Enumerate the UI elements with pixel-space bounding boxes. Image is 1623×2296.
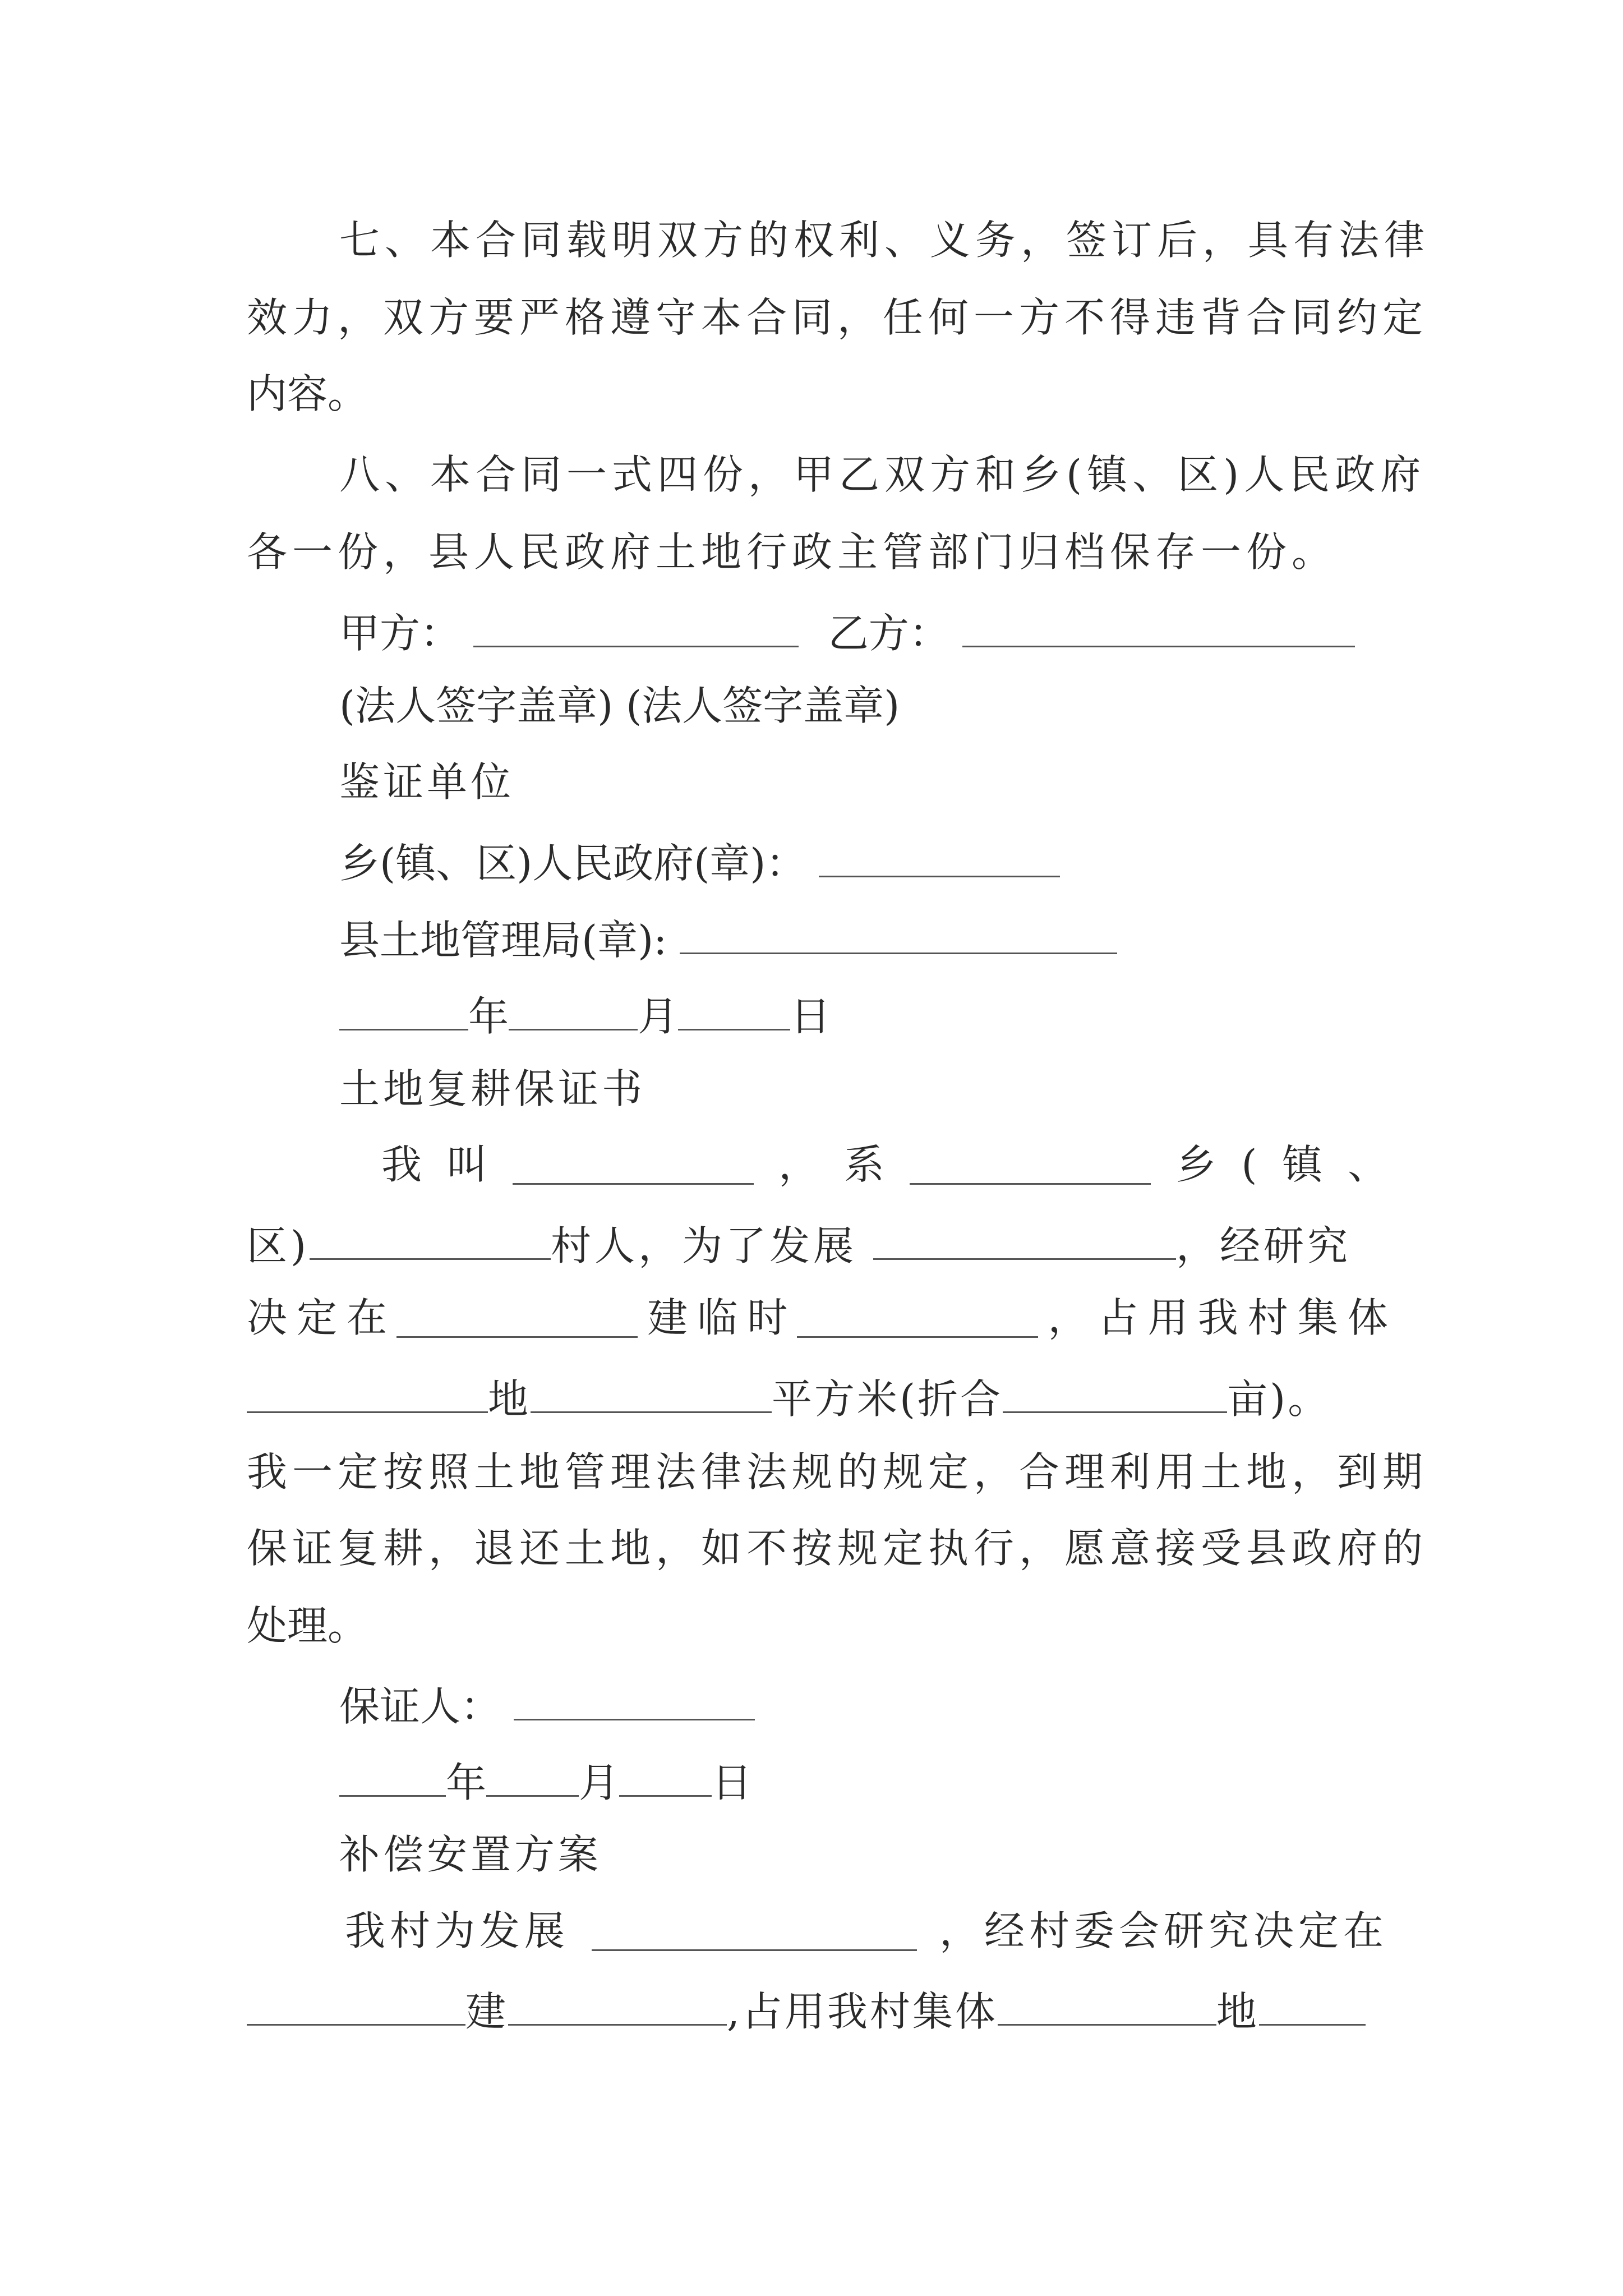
seal-note: (法人签字盖章) (法人签字盖章) [339,682,900,729]
compensation-line1 [345,1907,1388,1954]
guarantee-line2 [247,1221,1352,1269]
guarantee-text: 地 [488,1375,531,1423]
compensation-title: 补偿安置方案 [339,1831,602,1878]
guarantee-line3 [247,1294,1388,1341]
clause8-line1: 八、本合同一式四份，甲乙双方和乡(镇、区)人民政府 [339,451,1426,498]
month-blank [486,1758,579,1797]
project-blank [508,1987,727,2026]
guarantee-text: 平方米(折合 [772,1375,1003,1423]
clause7-line1: 七、本合同载明双方的权利、义务，签订后，具有法律 [339,217,1430,264]
site-blank [247,1987,465,2026]
guarantee-word: 在 [347,1294,388,1341]
month-blank [509,992,638,1030]
guarantor-label: 保证人： [339,1683,501,1730]
guarantee-word: 系 [844,1141,885,1188]
guarantee-date-row [339,1758,753,1806]
township-gov-label: 乡(镇、区)人民政府(章)： [339,840,806,887]
guarantee-line4 [247,1374,1331,1423]
area-blank [531,1374,772,1413]
guarantee-word: 建 [647,1294,688,1341]
guarantee-word: 我 [1197,1294,1238,1341]
guarantee-word: ， [778,1141,819,1188]
township-gov-blank [819,839,1060,877]
witness-title: 鉴证单位 [339,758,515,806]
guarantee-word: ， [1048,1294,1089,1341]
year-label: 年 [468,993,509,1040]
guarantor-row [339,1682,755,1730]
guarantee-text: ，经研究 [1176,1222,1352,1269]
purpose-blank [873,1221,1176,1260]
location-blank [396,1299,638,1338]
clause7-line2: 效力，双方要严格遵守本合同，任何一方不得违背合同约定 [247,294,1428,341]
guarantee-line1 [381,1141,1388,1188]
guarantee-word: 决 [247,1294,288,1341]
day-label: 日 [712,1759,753,1806]
day-blank [619,1758,712,1797]
land-bureau-blank [680,915,1117,954]
party-b-label: 乙方： [828,610,949,657]
name-blank [513,1146,754,1185]
guarantee-word: 村 [1247,1294,1288,1341]
party-b-blank [962,609,1355,647]
clause7-line3: 内容。 [247,370,368,417]
guarantee-word: 体 [1347,1294,1388,1341]
guarantee-line5: 我一定按照土地管理法律法规的规定，合理利用土地，到期 [247,1448,1428,1496]
guarantor-blank [514,1682,755,1720]
year-label: 年 [446,1759,487,1806]
trailing-blank [1259,1987,1366,2026]
party-a-label: 甲方： [339,610,461,657]
guarantee-word: 时 [747,1294,788,1341]
clause8-line2: 各一份，县人民政府土地行政主管部门归档保存一份。 [247,528,1338,576]
guarantee-word: ( [1241,1141,1257,1188]
temp-building-blank [797,1299,1038,1338]
guarantee-line6: 保证复耕，退还土地，如不按规定执行，愿意接受县政府的 [247,1525,1428,1572]
year-blank [339,1758,446,1797]
guarantee-word: 定 [297,1294,338,1341]
signature-date-row [339,992,831,1040]
compensation-line2 [247,1987,1366,2035]
district-blank [310,1221,551,1260]
guarantee-word: 镇 [1282,1141,1323,1188]
township-gov-row [339,839,1060,887]
compensation-text: 建 [465,1988,509,2035]
land-type-blank [247,1374,488,1413]
party-a-blank [473,609,799,647]
compensation-text: ，经村委会研究决定在 [939,1907,1388,1954]
guarantee-word: 集 [1297,1294,1338,1341]
land-blank [998,1987,1216,2026]
guarantee-word: 、 [1347,1141,1388,1188]
compensation-text: 我村为发展 [345,1907,570,1954]
year-blank [339,992,468,1030]
month-label: 月 [579,1759,620,1806]
guarantee-word: 临 [697,1294,738,1341]
guarantee-text: 区) [247,1222,310,1269]
month-label: 月 [638,993,679,1040]
guarantee-line7: 处理。 [247,1602,368,1649]
guarantee-word: 叫 [446,1141,487,1188]
guarantee-title: 土地复耕保证书 [339,1065,646,1112]
party-signature-row [339,609,1355,657]
guarantee-word: 用 [1147,1294,1188,1341]
day-blank [678,992,790,1030]
land-bureau-label: 县土地管理局(章): [339,917,667,964]
development-blank [592,1912,917,1951]
compensation-text: 地 [1216,1988,1259,2035]
day-label: 日 [790,993,831,1040]
compensation-text: ,占用我村集体 [727,1988,998,2035]
guarantee-word: 我 [381,1141,422,1188]
township-blank [910,1146,1151,1185]
guarantee-text: 村人，为了发展 [551,1222,857,1269]
guarantee-word: 占 [1098,1294,1138,1341]
guarantee-text: 亩)。 [1227,1375,1331,1423]
mu-blank [1003,1374,1227,1413]
guarantee-word: 乡 [1175,1141,1216,1188]
land-bureau-row [339,915,1117,964]
